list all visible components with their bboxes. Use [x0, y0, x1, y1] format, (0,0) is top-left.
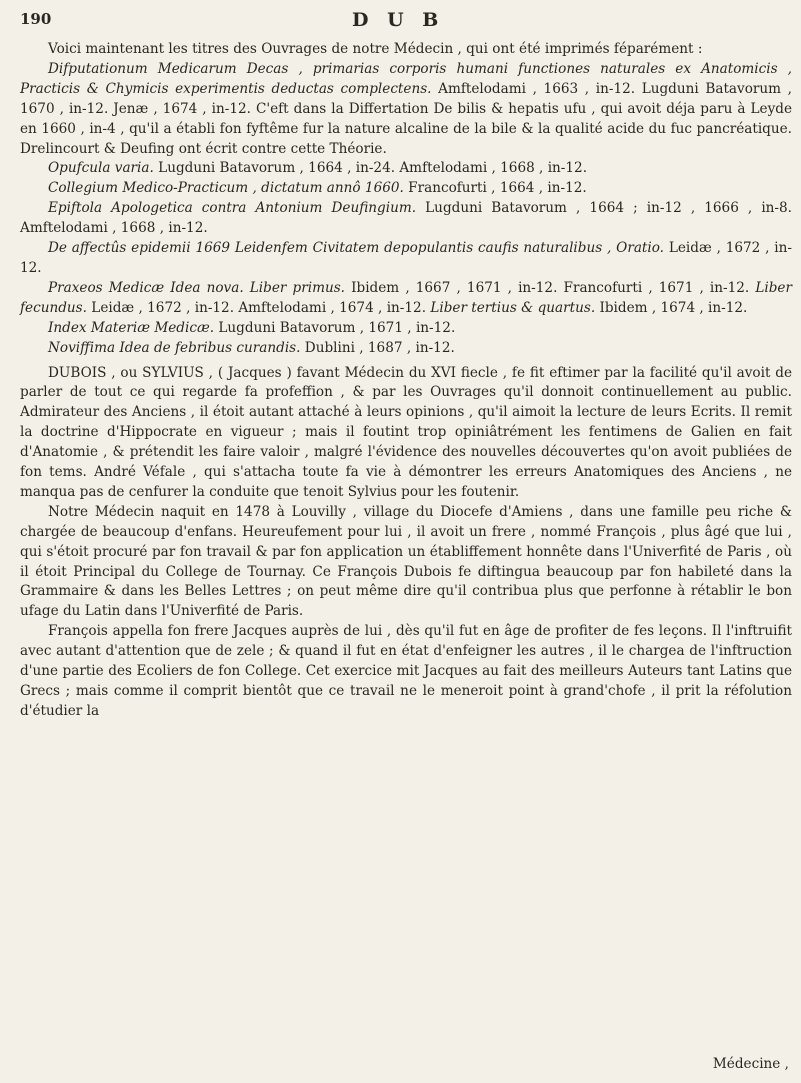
bio-paragraph: François appella fon frere Jacques auprès de lui , dès qu'il fut en âge de profiter de fes leçons. Il l'inftruifit avec autant d'attention que de zele ; & quand il fut en état d'enfeigner les autres , il le chargea de l'inftruction d'une partie des Ecoliers de fon College. Cet exercice mit Jacques au fait des meilleurs Auteurs tant Latins que Grecs ; mais comme il comprit bientôt que ce travail ne le meneroit point à grand'chofe , il prit la réfolution d'étudier la: [20, 623, 792, 719]
catchword: Médecine ,: [712, 1056, 789, 1072]
work-entry: [20, 199, 792, 239]
work-imprint: Leidæ , 1672 , in-12.: [20, 240, 792, 276]
bio-paragraph: Notre Médecin naquit en 1478 à Louvilly , village du Diocefe d'Amiens , dans une famille peu riche & chargée de beaucoup d'enfans. Heureufement pour lui , il avoit un frere , nommé François , plus âgé que lui , qui s'étoit procuré par fon travail & par fon application un établiffement honnête dans l'Univerfité de Paris , où il étoit Principal du College de Tournay. Ce François Dubois fe diftingua beaucoup par fon habileté dans la Grammaire & dans les Belles Lettres ; on peut même dire qu'il contribua plus que perfonne à rétablir le bon ufage du Latin dans l'Univerfité de Paris.: [20, 503, 792, 620]
work-imprint: Ibidem , 1667 , 1671 , in-12. Francofurti , 1671 , in-12.: [351, 279, 750, 296]
work-title: Opufcula varia.: [48, 160, 154, 177]
work-title: Praxeos Medicæ Idea nova. Liber primus.: [48, 279, 346, 296]
work-imprint: Lugduni Batavorum , 1664 ; in-12 , 1666 , in-8. Amftelodami , 1668 , in-12.: [20, 200, 792, 237]
work-entry: [20, 339, 792, 359]
page-number: 190: [20, 10, 52, 28]
work-imprint: Ibidem , 1674 , in-12.: [599, 299, 748, 316]
work-entry: [20, 60, 792, 160]
work-imprint: Lugduni Batavorum , 1671 , in-12.: [218, 319, 456, 336]
running-title: D U B: [352, 9, 445, 31]
work-imprint: Francofurti , 1664 , in-12.: [408, 180, 587, 197]
work-entry: [20, 279, 792, 319]
work-title: Noviffima Idea de febribus curandis.: [48, 339, 301, 356]
page-text: [20, 40, 792, 722]
work-imprint: Leidæ , 1672 , in-12. Amftelodami , 1674 , in-12.: [91, 299, 427, 316]
work-title: Collegium Medico-Practicum , dictatum annô 1660.: [48, 180, 404, 197]
work-entry: [20, 239, 792, 279]
work-title: De affectûs epidemii 1669 Leidenfem Civitatem depopulantis caufis naturalibus , Oratio.: [48, 240, 665, 257]
entry-name: DUBOIS , ou SYLVIUS , ( Jacques ): [48, 364, 292, 381]
work-title: Liber tertius & quartus.: [430, 299, 596, 316]
work-title: Liber fecundus.: [20, 279, 792, 316]
bio-text: favant Médecin du XVI fiecle , fe fit eftimer par la facilité qu'il avoit de parler de tout ce qui regarde fa profeffion , & par les Ouvrages qu'il donnoit continuellement au public. Admirateur des Anciens , il étoit autant attaché à leurs opinions , qu'il aimoit la lecture de leurs Ecrits. Il remit la doctrine d'Hippocrate en vigueur ; mais il foutint trop opiniâtrément les fentimens de Galien en fait d'Anatomie , & prétendit les faire valoir , malgré l'évidence des nouvelles découvertes qu'on avoit publiées de fon tems. André Véfale , qui s'attacha toute fa vie à démontrer les erreurs Anatomiques des Anciens , ne manqua pas de cenfurer la conduite que tenoit Sylvius pour les foutenir.: [20, 364, 792, 500]
work-entry: [20, 319, 792, 339]
work-entry: [20, 159, 792, 179]
bio-paragraph: [20, 364, 792, 503]
work-title: Index Materiæ Medicæ.: [48, 319, 215, 336]
work-title: Epiftola Apologetica contra Antonium Deufingium.: [48, 200, 417, 217]
work-note: C'eft dans la Differtation De bilis & hepatis ufu , qui avoit déja paru à Leyde en 1660 , in-4 , qu'il a établi fon fyftême fur la nature alcaline de la bile & la qualité acide du fuc pancréatique. Drelincourt & Deufing ont écrit contre cette Théorie.: [20, 100, 793, 157]
work-entry: [20, 179, 792, 199]
work-imprint: Amftelodami , 1663 , in-12. Lugduni Batavorum , 1670 , in-12. Jenæ , 1674 , in-12.: [20, 80, 792, 117]
work-imprint: Lugduni Batavorum , 1664 , in-24. Amftelodami , 1668 , in-12.: [158, 160, 588, 177]
work-title: Difputationum Medicarum Decas , primarias corporis humani functiones naturales ex Anatomicis , Practicis & Chymicis experimentis deductas complectens.: [20, 60, 792, 97]
work-imprint: Dublini , 1687 , in-12.: [304, 339, 455, 356]
intro-paragraph: Voici maintenant les titres des Ouvrages de notre Médecin , qui ont été imprimés féparément :: [48, 41, 703, 57]
